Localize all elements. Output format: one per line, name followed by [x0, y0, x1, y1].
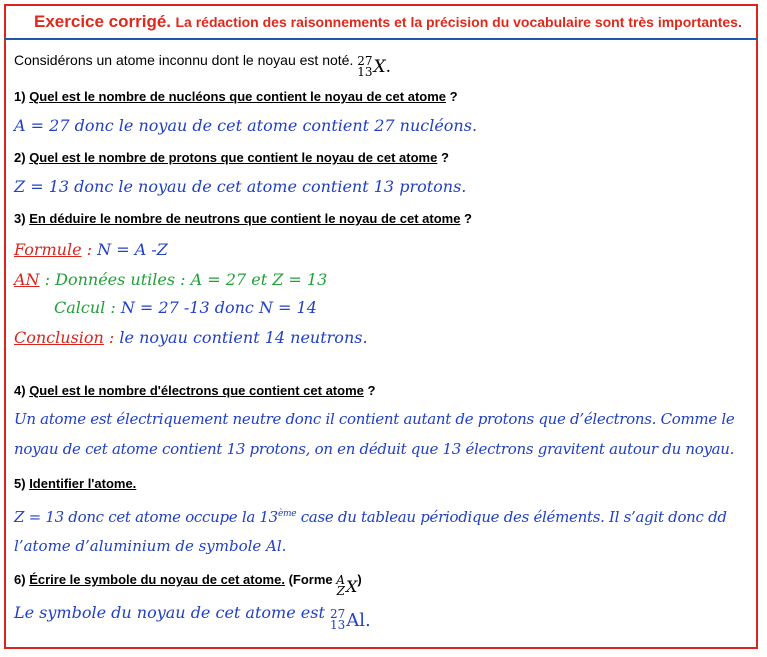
forme-end: ) — [357, 572, 362, 587]
question-5-text: Identifier l'atome. — [29, 476, 137, 491]
answer-6-symbol: Al — [346, 609, 366, 631]
calcul-line — [54, 298, 317, 317]
question-5 — [14, 476, 136, 491]
an-line — [14, 270, 327, 289]
answer-5-line-2: l’atome d’aluminium de symbole Al. — [14, 537, 287, 555]
forme-notation — [336, 575, 357, 597]
answer-6 — [14, 603, 371, 631]
answer-6-text: Le symbole du noyau de cet atome est — [14, 603, 325, 622]
answer-4-line-2: noyau de cet atome contient 13 protons, on en déduit que 13 électrons gravitent autour du noyau. — [14, 440, 735, 458]
forme-a: A — [336, 573, 345, 587]
question-2-text: Quel est le nombre de protons que contient le noyau de cet atome — [29, 150, 438, 165]
formule-line — [14, 240, 168, 259]
answer-2: Z = 13 donc le noyau de cet atome contient 13 protons. — [14, 177, 467, 196]
question-6-text: Écrire le symbole du noyau de cet atome. — [29, 572, 285, 587]
question-1 — [14, 89, 458, 104]
question-4-end: ? — [363, 383, 376, 398]
calcul-text: N = 27 -13 donc N = 14 — [120, 298, 317, 317]
exercise-subtitle: La rédaction des raisonnements et la précision du vocabulaire sont très importantes. — [175, 14, 742, 30]
forme-z: Z — [336, 584, 345, 598]
formule-text: N = A -Z — [97, 240, 168, 259]
question-1-end: ? — [446, 89, 458, 104]
question-2-number: 2) — [14, 150, 26, 165]
question-3 — [14, 211, 472, 226]
nuclide-notation — [357, 56, 391, 78]
question-1-text: Quel est le nombre de nucléons que contient le noyau de cet atome — [29, 89, 446, 104]
intro-end: . — [385, 57, 392, 77]
question-4 — [14, 383, 375, 398]
exercise-title: Exercice corrigé. — [34, 12, 172, 31]
forme-label: (Forme — [288, 572, 333, 587]
answer-5-sup: ème — [277, 509, 297, 519]
exercise-header — [4, 4, 758, 40]
intro-text: Considérons un atome inconnu dont le noyau est noté. — [14, 52, 354, 68]
calcul-label: Calcul : — [54, 298, 121, 317]
question-3-number: 3) — [14, 211, 26, 226]
answer-1: A = 27 donc le noyau de cet atome contient 27 nucléons. — [14, 116, 478, 135]
question-6 — [14, 572, 362, 597]
question-4-text: Quel est le nombre d'électrons que contient cet atome — [29, 383, 364, 398]
an-label: AN — [14, 270, 40, 289]
question-1-number: 1) — [14, 89, 26, 104]
intro-atomic: 13 — [357, 65, 373, 79]
conclusion-text: le noyau contient 14 neutrons. — [119, 328, 368, 347]
question-2 — [14, 150, 449, 165]
answer-6-nuclide — [330, 609, 371, 631]
answer-6-mass: 27 — [329, 607, 346, 621]
intro-mass: 27 — [357, 54, 373, 68]
question-5-number: 5) — [14, 476, 26, 491]
formule-sep: : — [81, 240, 98, 259]
question-2-end: ? — [437, 150, 449, 165]
answer-6-end: . — [365, 609, 371, 631]
answer-4-line-1: Un atome est électriquement neutre donc il contient autant de protons que d’électrons. Comme le — [14, 410, 735, 428]
conclusion-line — [14, 328, 368, 347]
answer-6-atomic: 13 — [329, 618, 346, 632]
forme-x: X — [345, 576, 358, 596]
an-text: : Données utiles : A = 27 et Z = 13 — [39, 270, 328, 289]
conclusion-sep: : — [103, 328, 120, 347]
formule-label: Formule — [14, 240, 82, 259]
intro-line — [14, 52, 391, 78]
question-4-number: 4) — [14, 383, 26, 398]
question-3-end: ? — [460, 211, 472, 226]
question-3-text: En déduire le nombre de neutrons que contient le noyau de cet atome — [29, 211, 461, 226]
intro-symbol: X — [373, 57, 386, 77]
conclusion-label: Conclusion — [14, 328, 104, 347]
answer-5-b: case du tableau périodique des éléments. Il s’agit donc dd — [296, 508, 727, 526]
answer-5-a: Z = 13 donc cet atome occupe la 13 — [14, 508, 278, 526]
question-6-number: 6) — [14, 572, 26, 587]
answer-5-line-1 — [14, 508, 727, 526]
